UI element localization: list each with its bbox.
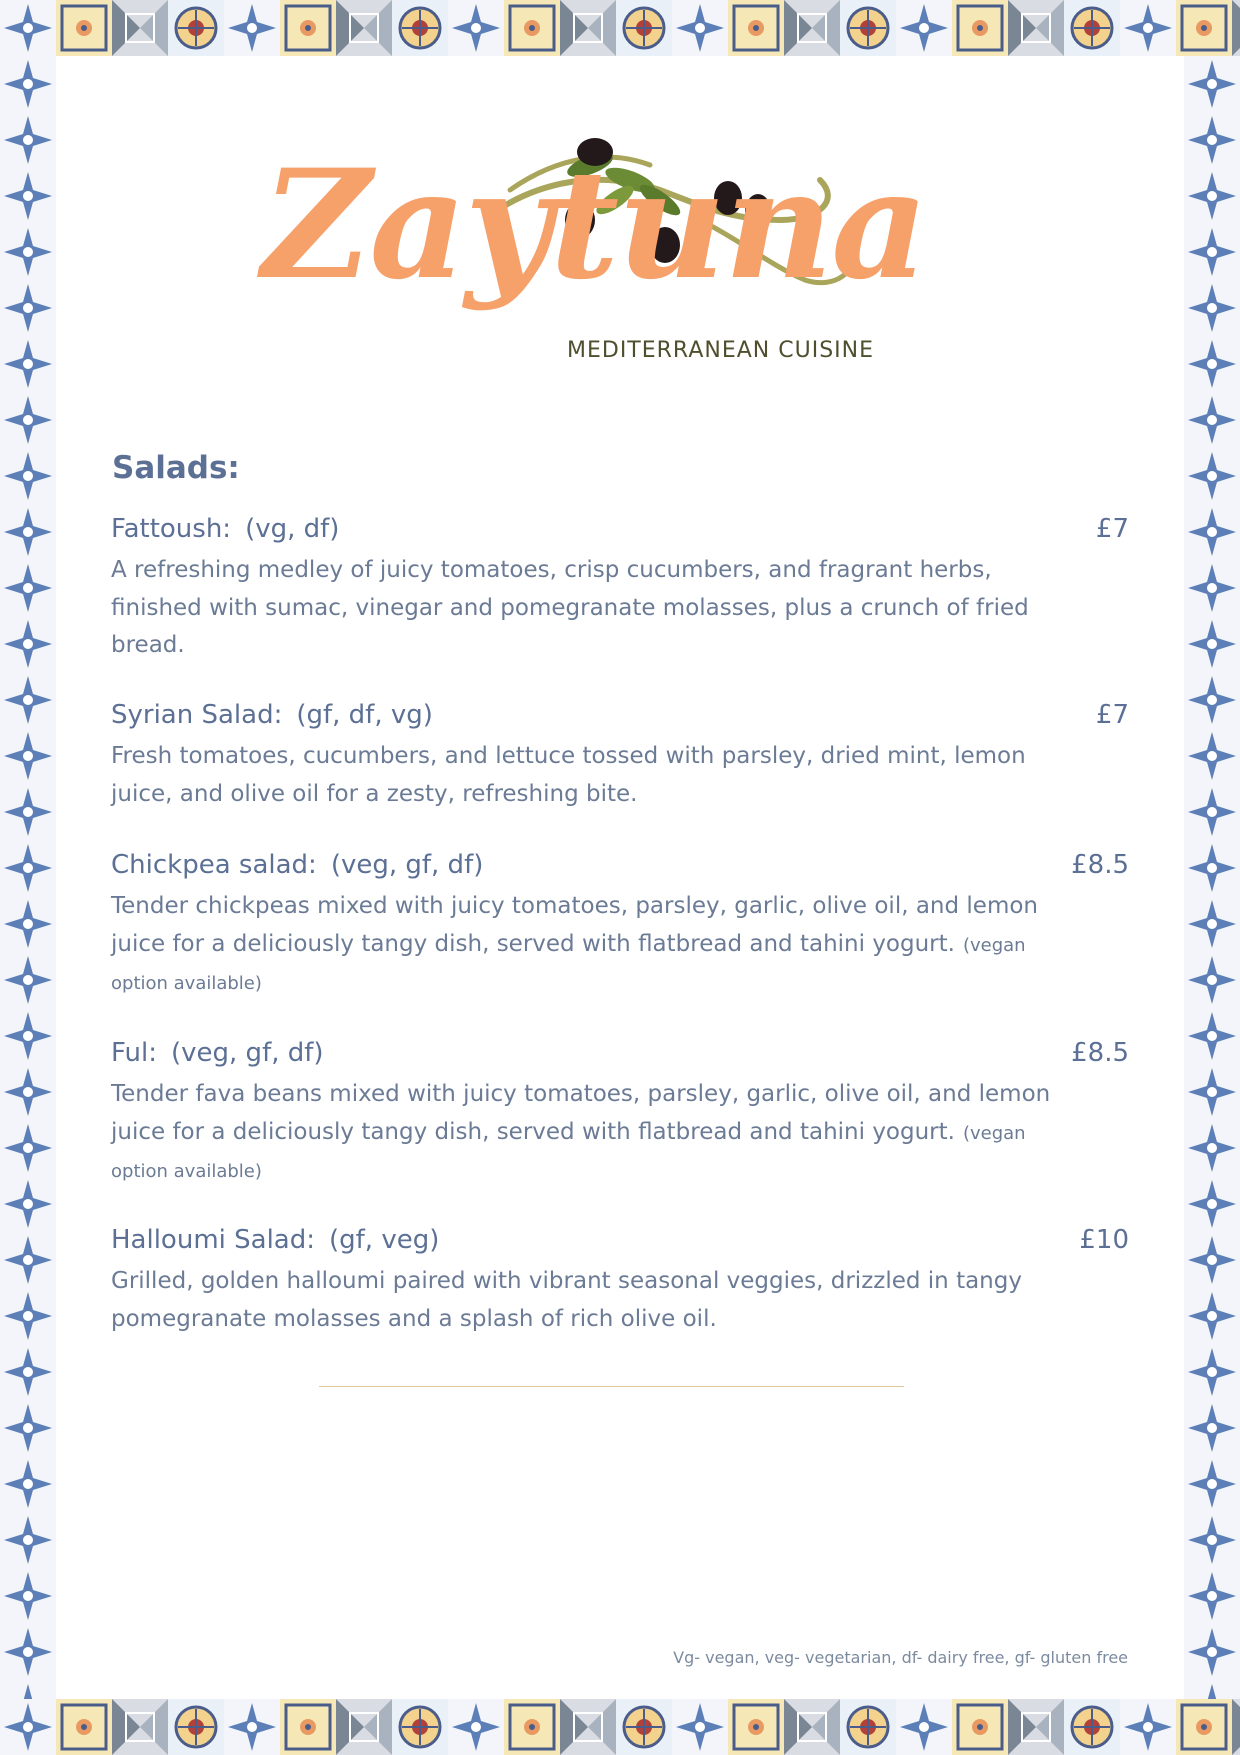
item-tags: (veg, gf, df) bbox=[330, 850, 484, 880]
item-description: A refreshing medley of juicy tomatoes, crisp cucumbers, and fragrant herbs, finished with sumac, vinegar and pomegranate molasses, plus a crunch of fried bread. bbox=[111, 557, 1029, 658]
item-tags: (gf, veg) bbox=[329, 1225, 440, 1255]
item-description: Fresh tomatoes, cucumbers, and lettuce tossed with parsley, dried mint, lemon juice, and olive oil for a zesty, refreshing bite. bbox=[111, 743, 1026, 807]
item-price: £8.5 bbox=[1071, 1038, 1129, 1068]
item-name: Chickpea salad: bbox=[111, 850, 317, 880]
item-price: £7 bbox=[1095, 700, 1129, 730]
item-price: £7 bbox=[1095, 514, 1129, 544]
item-tags: (gf, df, vg) bbox=[296, 700, 433, 730]
item-description: Tender fava beans mixed with juicy tomatoes, parsley, garlic, olive oil, and lemon juice for a deliciously tangy dish, served with flatbread and tahini yogurt. (vegan option available) bbox=[111, 1081, 1051, 1182]
menu-item-chickpea-salad bbox=[111, 850, 1129, 1003]
section-title: Salads: bbox=[112, 450, 240, 486]
item-tags: (veg, gf, df) bbox=[171, 1038, 324, 1068]
item-name: Syrian Salad: bbox=[111, 700, 283, 730]
tile-border-bottom bbox=[0, 1699, 1240, 1755]
item-note: (vegan option available) bbox=[111, 934, 1026, 994]
brand-logo-wordmark: Zaytuna bbox=[262, 137, 927, 313]
item-name: Ful: bbox=[111, 1038, 157, 1068]
item-name: Halloumi Salad: bbox=[111, 1225, 315, 1255]
tile-border-right bbox=[1184, 56, 1240, 1699]
brand-tagline: MEDITERRANEAN CUISINE bbox=[567, 338, 874, 363]
item-name: Fattoush: bbox=[111, 514, 232, 544]
item-tags: (vg, df) bbox=[245, 514, 340, 544]
item-description: Tender chickpeas mixed with juicy tomatoes, parsley, garlic, olive oil, and lemon juice for a deliciously tangy dish, served with flatbread and tahini yogurt. (vegan option available) bbox=[111, 893, 1039, 994]
item-price: £10 bbox=[1079, 1225, 1129, 1255]
item-price: £8.5 bbox=[1071, 850, 1129, 880]
menu-item-fattoush bbox=[111, 514, 1129, 665]
item-description: Grilled, golden halloumi paired with vibrant seasonal veggies, drizzled in tangy pomegranate molasses and a splash of rich olive oil. bbox=[111, 1268, 1022, 1332]
divider bbox=[319, 1386, 904, 1387]
tile-border-top bbox=[0, 0, 1240, 56]
dietary-legend: Vg- vegan, veg- vegetarian, df- dairy free, gf- gluten free bbox=[673, 1648, 1128, 1667]
tile-border-left bbox=[0, 56, 56, 1699]
item-note: (vegan option available) bbox=[111, 1122, 1026, 1182]
menu-item-ful bbox=[111, 1038, 1129, 1191]
menu-item-halloumi-salad bbox=[111, 1225, 1129, 1338]
menu-item-syrian-salad bbox=[111, 700, 1129, 813]
